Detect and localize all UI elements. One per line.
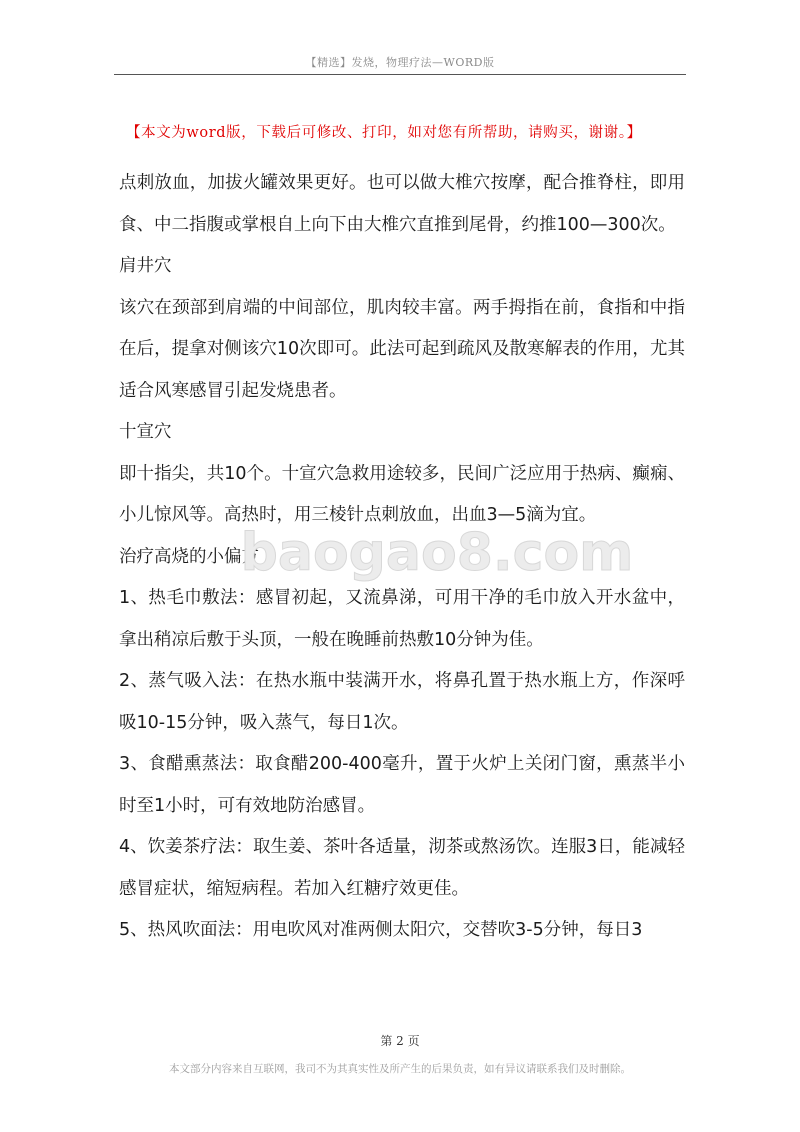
paragraph-shixuan: 即十指尖，共10个。十宣穴急救用途较多，民间广泛应用于热病、癫痫、小儿惊风等。高热时，用三棱针点刺放血，出血3—5滴为宜。	[119, 463, 685, 525]
heading-remedies: 治疗高烧的小偏方	[119, 546, 259, 567]
watermark-logo	[240, 522, 634, 586]
remedy-item-4: 4、饮姜茶疗法：取生姜、茶叶各适量，沏茶或熬汤饮。连服3日，能减轻感冒症状，缩短病程。若加入红糖疗效更佳。	[119, 837, 685, 899]
remedy-item-2: 2、蒸气吸入法：在热水瓶中装满开水，将鼻孔置于热水瓶上方，作深呼吸10-15分钟，吸入蒸气，每日1次。	[119, 671, 685, 733]
remedy-item-5: 5、热风吹面法：用电吹风对准两侧太阳穴，交替吹3-5分钟，每日3	[119, 920, 643, 940]
remedy-item-3: 3、食醋熏蒸法：取食醋200-400毫升，置于火炉上关闭门窗，熏蒸半小时至1小时，可有效地防治感冒。	[119, 754, 685, 816]
watermark-text: baogao8.com	[240, 523, 634, 583]
download-notice: 【本文为word版，下载后可修改、打印，如对您有所帮助，请购买，谢谢。】	[126, 125, 642, 141]
header-divider	[114, 74, 686, 75]
paragraph-dazhui-continued: 点刺放血，加拔火罐效果更好。也可以做大椎穴按摩，配合推脊柱，即用食、中二指腹或掌根自上向下由大椎穴直推到尾骨，约推100—300次。	[119, 173, 685, 235]
page-number: 第 2 页	[380, 1034, 420, 1048]
remedy-item-1: 1、热毛巾敷法：感冒初起，又流鼻涕，可用干净的毛巾放入开水盆中，拿出稍凉后敷于头顶，一般在晚睡前热敷10分钟为佳。	[119, 588, 685, 650]
page-header: 【精选】发烧，物理疗法—WORD版	[305, 56, 495, 69]
footer-disclaimer: 本文部分内容来自互联网，我司不为其真实性及所产生的后果负责，如有异议请联系我们及时删除。	[169, 1063, 631, 1075]
heading-shixuan-point: 十宣穴	[119, 422, 172, 442]
paragraph-jianjing: 该穴在颈部到肩端的中间部位，肌肉较丰富。两手拇指在前，食指和中指在后，提拿对侧该穴10次即可。此法可起到疏风及散寒解表的作用，尤其适合风寒感冒引起发烧患者。	[119, 297, 685, 401]
heading-jianjing-point: 肩井穴	[119, 256, 172, 276]
